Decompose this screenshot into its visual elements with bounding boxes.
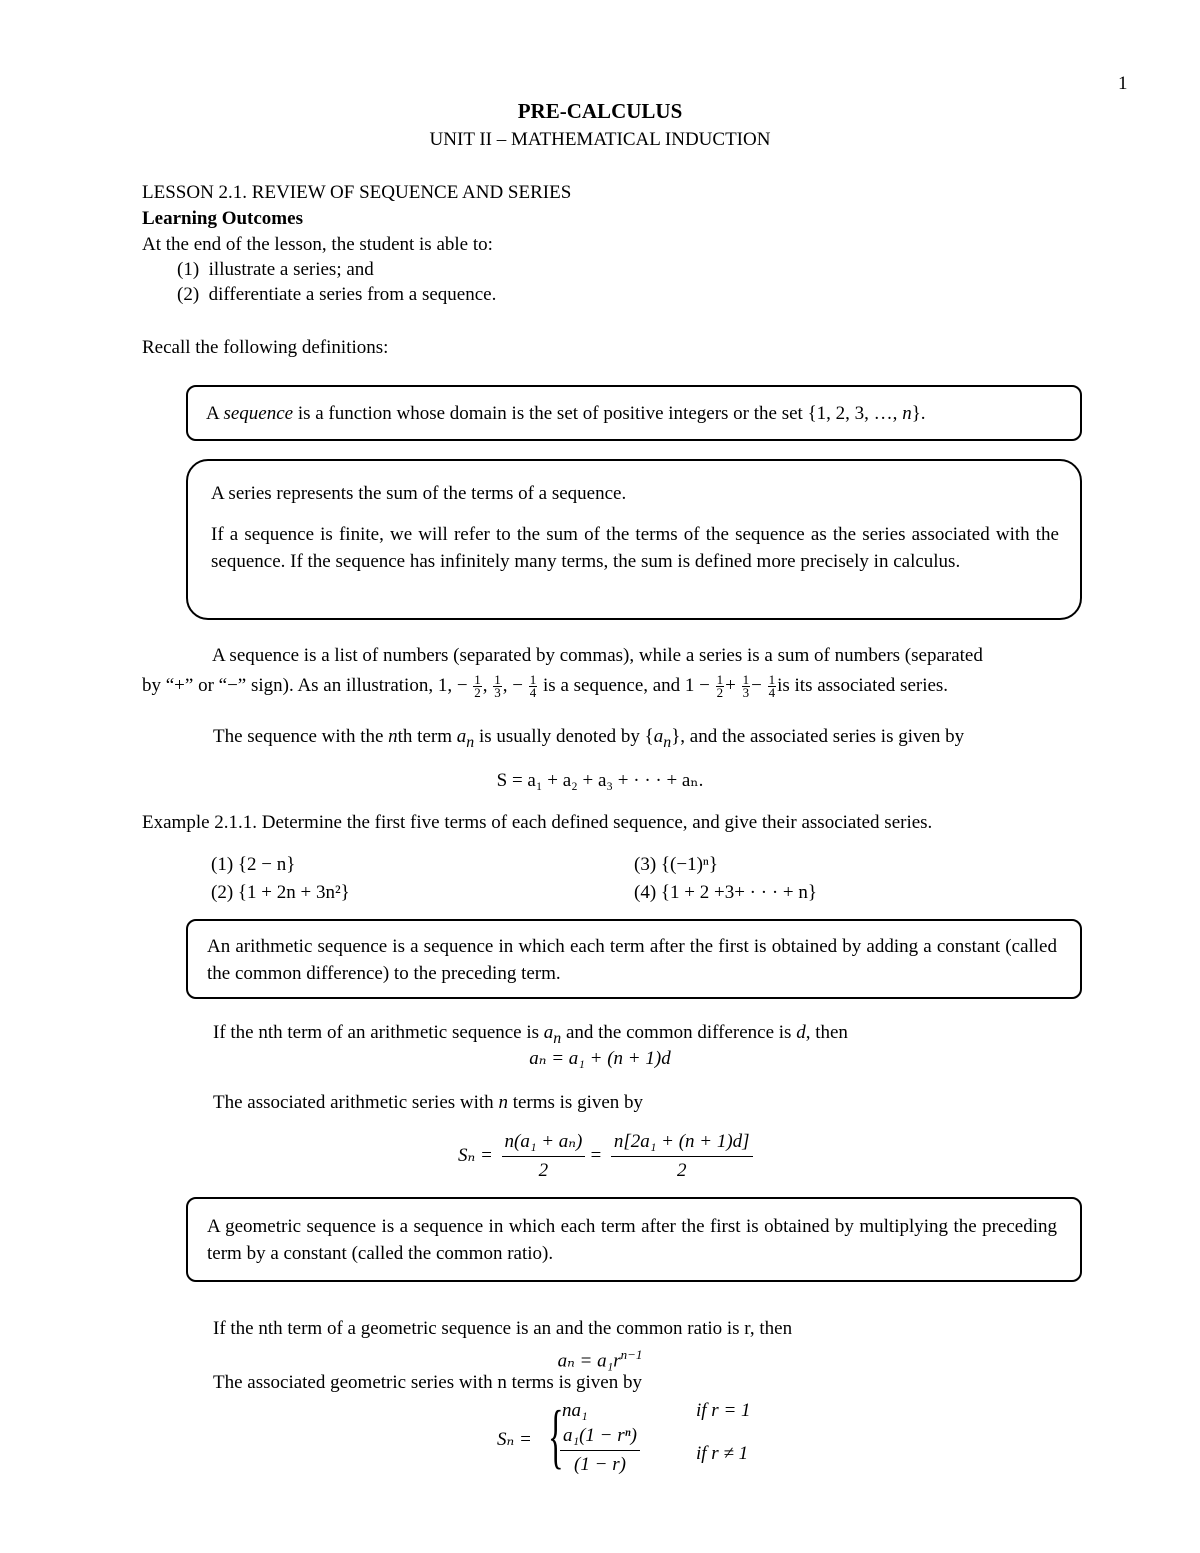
outcome-item [177, 283, 496, 307]
outcome-text: illustrate a series; and [208, 259, 374, 280]
arith-var: a [543, 1022, 554, 1043]
illustration-text: is a sequence, and 1 − [543, 675, 710, 696]
fraction-num: 1 [716, 672, 724, 688]
fraction-den: 2 [716, 685, 724, 701]
series-definition-line: A series represents the sum of the terms of a sequence. [211, 483, 627, 504]
unit-title: UNIT II – MATHEMATICAL INDUCTION [429, 129, 771, 150]
series-definition-box [186, 459, 1082, 620]
fraction-den: 2 [676, 1160, 687, 1181]
fraction [529, 674, 538, 699]
notation-var: n [388, 726, 398, 747]
example-label: (3) [634, 854, 657, 875]
fraction [611, 1130, 753, 1183]
course-title: PRE-CALCULUS [517, 99, 683, 123]
geometric-nth-term-line: If the nth term of a geometric sequence is an and the common ratio is r, then [213, 1318, 793, 1339]
geometric-definition-box [186, 1197, 1082, 1282]
fraction-num: 1 [768, 672, 776, 688]
fraction-den: 4 [529, 685, 537, 701]
fraction [560, 1424, 640, 1477]
geometric-series-lhs: Sₙ = [497, 1429, 532, 1450]
sequence-definition [206, 400, 926, 427]
arith-text: If the nth term of an arithmetic sequence is [213, 1022, 544, 1043]
left-brace: { [548, 1396, 564, 1476]
example-label: (1) [211, 854, 234, 875]
fraction-num: n[2a₁ + (n + 1)d] [611, 1130, 753, 1157]
notation-text: th term [397, 726, 457, 747]
notation-text: The sequence with the [213, 726, 389, 747]
geometric-nth-term-formula [0, 1343, 1200, 1373]
geometric-definition: A geometric sequence is a sequence in which each term after the first is obtained by multiplying the preceding term by a constant (called the common ratio). [207, 1216, 1057, 1264]
fraction-num: n(a₁ + aₙ) [502, 1130, 586, 1157]
fraction-den: 3 [494, 685, 501, 701]
arithmetic-series-intro [213, 1091, 643, 1115]
recall-text: Recall the following definitions: [142, 337, 389, 358]
fraction-num: 1 [742, 672, 750, 688]
series-definition-paragraph: If a sequence is finite, we will refer to the sum of the terms of the sequence as the series associated with the sequence. If the sequence has infinitely many terms, the sum is defined more precisely in calculus. [211, 524, 1059, 572]
arithmetic-definition: An arithmetic sequence is a sequence in which each term after the first is obtained by adding a constant (called the common difference) to the preceding term. [207, 936, 1057, 984]
sequence-definition-box [186, 385, 1082, 441]
arith-text: terms is given by [507, 1092, 644, 1113]
outcome-number: (2) [177, 284, 200, 305]
example-label: (4) [634, 882, 657, 903]
arith-var: n [498, 1092, 508, 1113]
example-expr: {2 − n} [237, 854, 296, 875]
example-item [211, 853, 295, 877]
outcome-text: differentiate a series from a sequence. [208, 284, 497, 305]
arith-var: d [796, 1022, 806, 1043]
notation-text: is usually denoted by { [474, 726, 654, 747]
def-text: A [206, 403, 224, 424]
arithmetic-nth-term-formula: aₙ = a₁ + (n + 1)d [529, 1048, 671, 1069]
fraction [768, 674, 777, 699]
example-item [634, 881, 817, 905]
example-expr: {(−1)ⁿ} [660, 854, 718, 875]
lesson-title: LESSON 2.1. REVIEW OF SEQUENCE AND SERIES [142, 182, 572, 203]
fraction-den: 2 [474, 685, 481, 701]
arith-sub: n [553, 1029, 562, 1047]
fraction [742, 674, 751, 699]
fraction-den: (1 − r) [574, 1454, 626, 1475]
geometric-case-2-expr [560, 1424, 640, 1477]
fraction-den: 2 [538, 1160, 549, 1181]
fraction-num: 1 [494, 672, 501, 688]
def-text: }. [911, 403, 926, 424]
fraction [473, 674, 482, 699]
fraction-num: 1 [474, 672, 481, 688]
notation-line [213, 725, 964, 755]
def-var: n [902, 403, 912, 424]
arithmetic-series-formula: Sₙ = $\frac{\text{n(a₁ + aₙ)}}{2}$ = $\frac{\text{n[2a₁ + (n + 1)d]}}{2}$ [458, 1130, 757, 1183]
geometric-case-1-expr: na₁ [562, 1400, 588, 1421]
notation-text: }, and the associated series is given by [671, 726, 965, 747]
arith-text: The associated arithmetic series with [213, 1092, 499, 1113]
geometric-case-2-condition: if r ≠ 1 [696, 1443, 749, 1464]
illustration-line-1: A sequence is a list of numbers (separated by commas), while a series is a sum of numbers (separated [212, 645, 983, 666]
example-title: Example 2.1.1. Determine the first five terms of each defined sequence, and give their associated series. [142, 812, 933, 833]
def-text: is a function whose domain is the set of positive integers or the set {1, 2, 3, …, [293, 403, 903, 424]
outcomes-intro: At the end of the lesson, the student is able to: [142, 234, 493, 255]
example-label: (2) [211, 882, 234, 903]
fraction-den: 3 [742, 685, 750, 701]
notation-var: a [456, 726, 467, 747]
arith-text: and the common difference is [561, 1022, 797, 1043]
page-number: 1 [1118, 73, 1128, 94]
notation-sub: n [663, 733, 672, 751]
fraction-den: 4 [768, 685, 776, 701]
example-item [634, 853, 718, 877]
illustration-text: is its associated series. [777, 675, 949, 696]
arith-text: , then [805, 1022, 848, 1043]
example-expr: {1 + 2n + 3n²} [237, 882, 350, 903]
fraction [493, 674, 502, 699]
notation-sub: n [466, 733, 475, 751]
arithmetic-definition-box [186, 919, 1082, 999]
def-term: sequence [223, 403, 294, 424]
formula-exponent: n−1 [620, 1347, 643, 1362]
fraction-num: 1 [529, 672, 537, 688]
illustration-line-2: by “+” or “−” sign). As an illustration, 1, − $\frac{1}{2}$ , $\frac{1}{3}$ , − $\frac{1}{4}$ is a sequence, and 1 − $\frac{1}{2}$ + $\frac{1}{3}$ − $\frac{1}{4}$ is its associated series. [142, 672, 949, 701]
outcomes-heading: Learning Outcomes [142, 208, 303, 229]
example-expr: {1 + 2 +3+ · · · + n} [660, 882, 817, 903]
formula-lhs: Sₙ [458, 1144, 476, 1166]
geometric-series-intro: The associated geometric series with n terms is given by [213, 1372, 642, 1393]
example-item [211, 881, 350, 905]
fraction [716, 674, 725, 699]
illustration-text: by “+” or “−” sign). As an illustration, 1, − [142, 675, 468, 696]
outcome-number: (1) [177, 259, 200, 280]
fraction-num: a₁(1 − rⁿ) [560, 1424, 640, 1451]
fraction [502, 1130, 586, 1183]
notation-var: a [653, 726, 664, 747]
geometric-case-1-condition: if r = 1 [696, 1400, 751, 1421]
outcome-item [177, 258, 374, 282]
formula-base: aₙ = a₁r [557, 1350, 621, 1372]
series-formula: S = a₁ + a₂ + a₃ + · · · + aₙ. [496, 770, 704, 791]
